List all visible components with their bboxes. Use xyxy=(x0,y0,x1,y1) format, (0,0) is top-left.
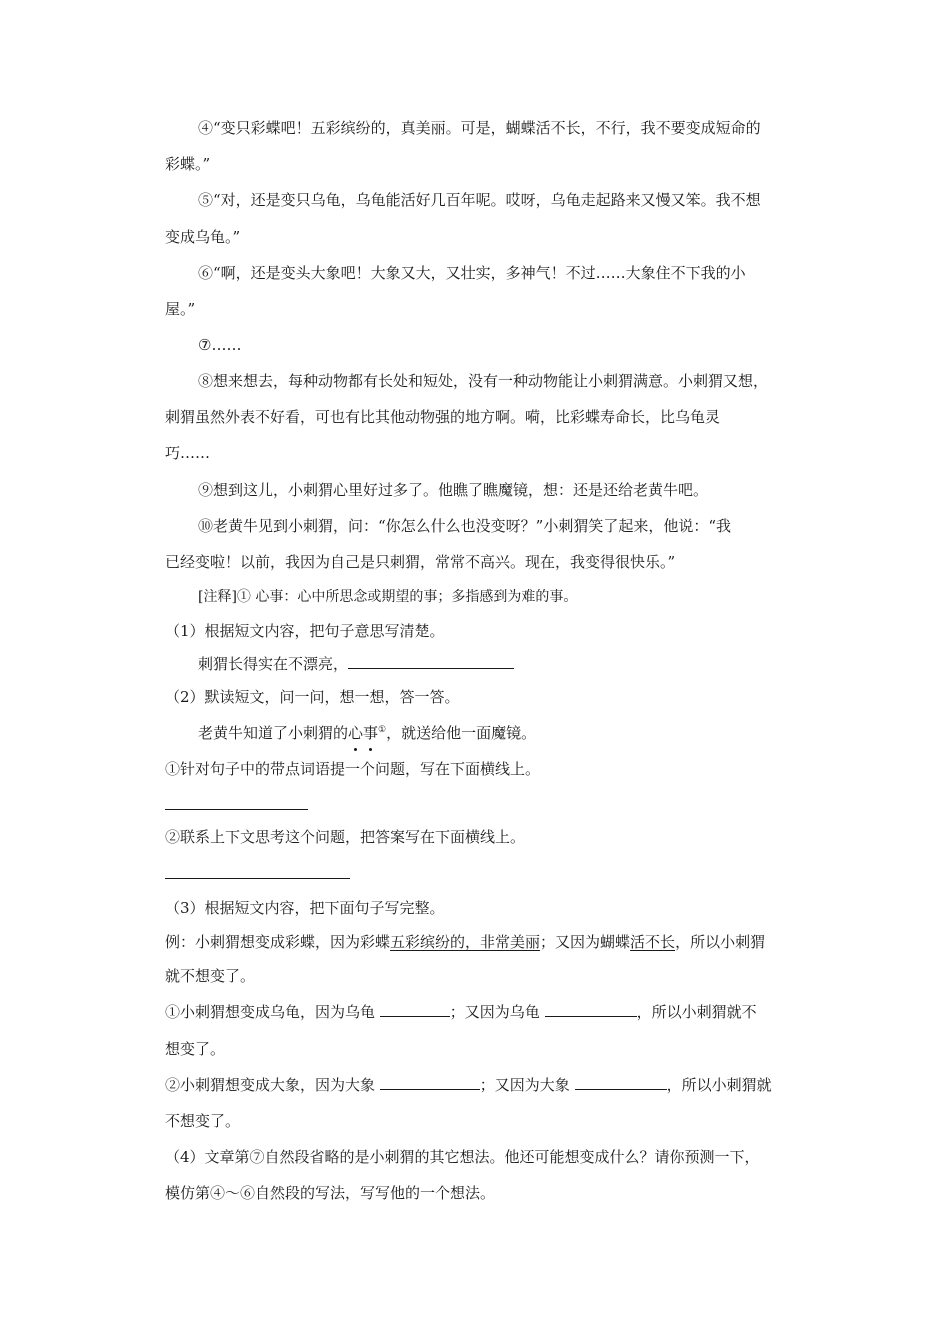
example-underlined-1: 五彩缤纷的，非常美丽 xyxy=(390,933,541,951)
paragraph-5-line-1: ⑤“对，还是变只乌龟，乌龟能活好几百年呢。哎呀，乌龟走起路来又慢又笨。我不想 xyxy=(198,191,761,209)
paragraph-8-line-3: 巧…… xyxy=(165,444,211,462)
example-underlined-2: 活不长 xyxy=(630,933,676,951)
paragraph-5-line-2: 变成乌龟。” xyxy=(165,228,241,246)
example-part-b: ；又因为蝴蝶 xyxy=(540,933,631,951)
question-3-item-1-line-2: 想变了。 xyxy=(165,1040,226,1058)
item-1-part-a: ①小刺猬想变成乌龟，因为乌龟 xyxy=(165,1003,376,1021)
item-1-part-c: ，所以小刺猬就不 xyxy=(636,1003,757,1021)
item-1-blank-1[interactable] xyxy=(380,1001,450,1017)
question-3-example-line-1 xyxy=(165,931,765,953)
annotation-note: [注释]① 心事：心中所思念或期望的事；多指感到为难的事。 xyxy=(198,589,578,605)
item-2-blank-2[interactable] xyxy=(575,1074,667,1090)
question-3-item-2-line-1 xyxy=(165,1074,772,1096)
question-2-sub-2-answer-line[interactable] xyxy=(165,878,350,879)
question-3-item-2-line-2: 不想变了。 xyxy=(165,1112,241,1130)
question-3-title: （3）根据短文内容，把下面句子写完整。 xyxy=(165,899,445,917)
example-part-a: 例：小刺猬想变成彩蝶，因为彩蝶 xyxy=(165,933,391,951)
paragraph-7: ⑦…… xyxy=(198,336,242,354)
question-3-item-1-line-1 xyxy=(165,1001,757,1023)
paragraph-4-line-1: ④“变只彩蝶吧！五彩缤纷的，真美丽。可是，蝴蝶活不长，不行，我不要变成短命的 xyxy=(198,119,761,137)
paragraph-6-line-2: 屋。” xyxy=(165,300,196,318)
dotted-word-char-1: 心 xyxy=(348,724,364,742)
paragraph-6-line-1: ⑥“啊，还是变头大象吧！大象又大，又壮实，多神气！不过……大象住不下我的小 xyxy=(198,264,746,282)
question-4-line-2: 模仿第④～⑥自然段的写法，写写他的一个想法。 xyxy=(165,1184,496,1202)
question-2-sub-1-answer-line[interactable] xyxy=(165,809,308,810)
footnote-mark: ① xyxy=(378,725,387,735)
question-2-sub-2: ②联系上下文思考这个问题，把答案写在下面横线上。 xyxy=(165,828,526,846)
question-2-sentence-pre: 老黄牛知道了小刺猬的 xyxy=(198,724,349,742)
question-3-example-line-2: 就不想变了。 xyxy=(165,967,256,985)
paragraph-9: ⑨想到这儿，小刺猬心里好过多了。他瞧了瞧魔镜，想：还是还给老黄牛吧。 xyxy=(198,481,709,499)
question-2-title: （2）默读短文，问一问，想一想，答一答。 xyxy=(165,688,460,706)
item-2-blank-1[interactable] xyxy=(380,1074,480,1090)
question-1-title: （1）根据短文内容，把句子意思写清楚。 xyxy=(165,622,445,640)
question-2-sentence xyxy=(198,719,536,744)
paragraph-8-line-2: 刺猬虽然外表不好看，可也有比其他动物强的地方啊。嗬，比彩蝶寿命长，比乌龟灵 xyxy=(165,408,721,426)
paragraph-8-line-1: ⑧想来想去，每种动物都有长处和短处，没有一种动物能让小刺猬满意。小刺猬又想， xyxy=(198,372,769,390)
question-4-line-1: （4）文章第⑦自然段省略的是小刺猬的其它想法。他还可能想变成什么？请你预测一下， xyxy=(165,1148,760,1166)
item-2-part-a: ②小刺猬想变成大象，因为大象 xyxy=(165,1076,376,1094)
item-1-blank-2[interactable] xyxy=(545,1001,637,1017)
item-1-part-b: ；又因为乌龟 xyxy=(449,1003,540,1021)
paragraph-10-line-1: ⑩老黄牛见到小刺猬，问：“你怎么什么也没变呀？”小刺猬笑了起来，他说：“我 xyxy=(198,517,732,535)
item-2-part-c: ，所以小刺猬就 xyxy=(666,1076,772,1094)
question-1-sentence xyxy=(198,653,514,675)
question-2-sub-1: ①针对句子中的带点词语提一个问题，写在下面横线上。 xyxy=(165,760,541,778)
paragraph-4-line-2: 彩蝶。” xyxy=(165,155,211,173)
example-part-c: ，所以小刺猬 xyxy=(675,933,766,951)
paragraph-10-line-2: 已经变啦！以前，我因为自己是只刺猬，常常不高兴。现在，我变得很快乐。” xyxy=(165,553,676,571)
question-1-sentence-text: 刺猬长得实在不漂亮， xyxy=(198,655,349,673)
question-2-sentence-post: ，就送给他一面魔镜。 xyxy=(386,724,537,742)
question-1-answer-blank[interactable] xyxy=(348,653,514,669)
item-2-part-b: ；又因为大象 xyxy=(479,1076,570,1094)
dotted-word-char-2: 事 xyxy=(363,724,379,742)
